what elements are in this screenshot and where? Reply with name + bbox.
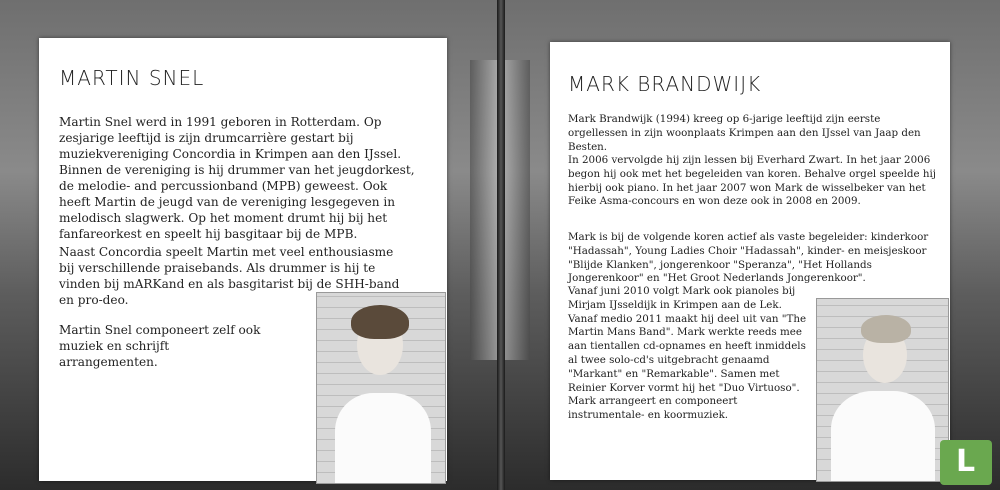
martin-snel-panel xyxy=(39,38,447,481)
bio-paragraph: Naast Concordia speelt Martin met veel enthousiasme bij verschillende praisebands. Als drummer is hij te vinden bij mARKand en als basgitarist bij de SHH-band en pro-deo. xyxy=(59,245,400,307)
mark-brandwijk-portrait xyxy=(816,298,949,482)
booklet-fold xyxy=(497,0,505,490)
bio-paragraph: In 2006 vervolgde hij zijn lessen bij Everhard Zwart. In het jaar 2006 begon hij ook met het begeleiden van koren. Behalve orgel speelde hij hierbij ook piano. In het jaar 2007 won Mark de wisselbeker van het Feike Asma-concours en won deze ook in 2008 en 2009. xyxy=(568,154,936,208)
bio-paragraph: Martin Snel werd in 1991 geboren in Rotterdam. Op zesjarige leeftijd is zijn drumcarrière gestart bij muziekvereniging Concordia in Krimpen aan den IJssel. Binnen de vereniging is hij drummer van het jeugdorkest, de melodie- and percussionband (MPB) geweest. Ook heeft Martin de jeugd van de vereniging lesgegeven in melodisch slagwerk. Op het moment drumt hij bij het fanfareorkest en speelt hij basgitaar bij de MPB. xyxy=(59,115,415,241)
bio-paragraph: Vanaf juni 2010 volgt Mark ook pianoles bij Mirjam IJsseldijk in Krimpen aan de Lek. Vanaf medio 2011 maakt hij deel uit van "The Martin Mans Band". Mark werkte reeds mee aan tientallen cd-opnames en heeft inmiddels al twee solo-cd's uitgebracht genaamd "Markant" en "Remarkable". Samen met Reinier Korver vormt hij het "Duo Virtuoso". Mark arrangeert en componeert instrumentale- en koormuziek. xyxy=(568,285,807,422)
page-title: MARTIN SNEL xyxy=(59,66,205,90)
bio-paragraph: Martin Snel componeert zelf ook muziek en schrijft arrangementen. xyxy=(59,323,261,369)
bio-paragraph: Mark is bij de volgende koren actief als vaste begeleider: kinderkoor "Hadassah", Young Ladies Choir "Hadassah", kinder- en meisjeskoor "Blijde Klanken", jongerenkoor "Speranza", "Het Hollands Jongerenkoor" en "Het Groot Nederlands Jongerenkoor". xyxy=(568,231,929,285)
bio-paragraph: Mark Brandwijk (1994) kreeg op 6-jarige leeftijd zijn eerste orgellessen in zijn woonplaats Krimpen aan den IJssel van Jaap den Besten. xyxy=(568,113,921,153)
lastdodo-logo: L xyxy=(940,440,992,485)
martin-snel-portrait xyxy=(316,292,446,484)
page-title: MARK BRANDWIJK xyxy=(568,72,762,96)
mark-brandwijk-panel xyxy=(550,42,950,480)
